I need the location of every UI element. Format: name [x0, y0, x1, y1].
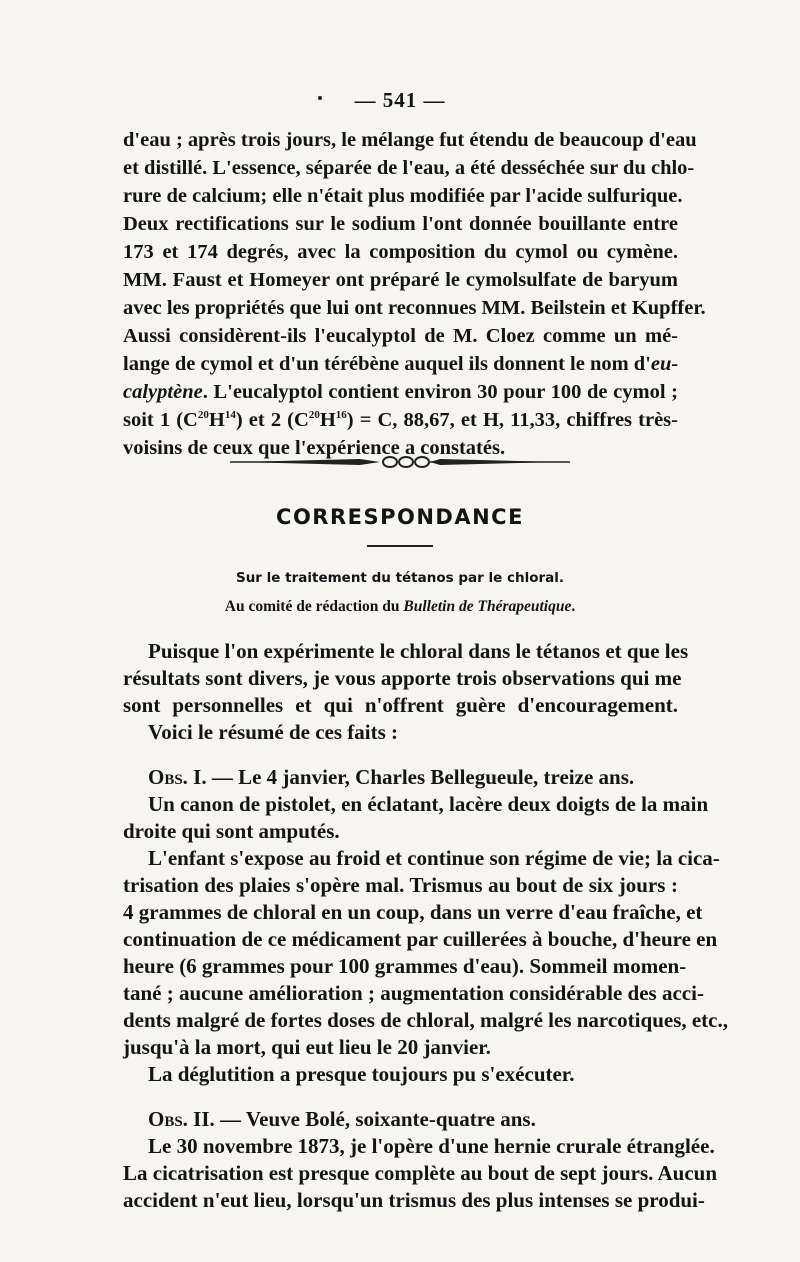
ornament-divider: [230, 452, 570, 472]
formula-line: soit 1 $(C^{20}H^{14})$ et 2 $(C^{20}H^{16}) = C$, 88,67, et H, 11,33, chiffres très-: [123, 409, 678, 431]
text-line: continuation de ce médicament par cuillerées à bouche, d'heure en: [123, 927, 718, 951]
text-line: La cicatrisation est presque complète au bout de sept jours. Aucun: [123, 1161, 718, 1185]
text-line: lange de cymol et d'un térébène auquel ils donnent le nom d'eu-: [123, 353, 679, 375]
text-line: sont personnelles et qui n'offrent guère d'encouragement.: [123, 693, 678, 717]
text-line: L'enfant s'expose au froid et continue son régime de vie; la cica-: [148, 846, 720, 870]
text-line: résultats sont divers, je vous apporte trois observations qui me: [123, 666, 682, 690]
paragraph-eucalyptol: [123, 126, 706, 462]
observation-heading: Obs. I. — Le 4 janvier, Charles Bellegueule, treize ans.: [148, 765, 635, 789]
text-line: dents malgré de fortes doses de chloral, malgré les narcotiques, etc.,: [123, 1008, 729, 1032]
section-title: CORRESPONDANCE: [276, 505, 524, 529]
observation-heading: Obs. II. — Veuve Bolé, soixante-quatre ans.: [148, 1107, 536, 1131]
text-line: droite qui sont amputés.: [123, 819, 340, 843]
page-number: — 541 —: [354, 88, 446, 112]
text-line: rure de calcium; elle n'était plus modifiée par l'acide sulfurique.: [123, 185, 683, 207]
dedication: Au comité de rédaction du Bulletin de Thérapeutique.: [224, 598, 576, 615]
text-line: accident n'eut lieu, lorsqu'un trismus des plus intenses se produi-: [123, 1188, 705, 1212]
text-line: Un canon de pistolet, en éclatant, lacère deux doigts de la main: [148, 792, 709, 816]
text-line: tané ; aucune amélioration ; augmentation considérable des acci-: [123, 981, 704, 1005]
text-line: Voici le résumé de ces faits :: [148, 720, 398, 744]
text-line: heure (6 grammes pour 100 grammes d'eau). Sommeil momen-: [123, 954, 687, 978]
text-line: 4 grammes de chloral en un coup, dans un verre d'eau fraîche, et: [123, 900, 703, 924]
text-line: jusqu'à la mort, qui eut lieu le 20 janvier.: [123, 1035, 491, 1059]
text-line: trisation des plaies s'opère mal. Trismus au bout de six jours :: [123, 873, 678, 897]
text-line: 173 et 174 degrés, avec la composition du cymol ou cymène.: [123, 241, 678, 263]
section-subtitle: Sur le traitement du tétanos par le chloral.: [235, 570, 565, 586]
text-line: calyptène. L'eucalyptol contient environ 30 pour 100 de cymol ;: [123, 381, 678, 403]
text-line: voisins de ceux que l'expérience a constatés.: [123, 437, 506, 459]
text-line: La déglutition a presque toujours pu s'exécuter.: [148, 1062, 575, 1086]
text-line: et distillé. L'essence, séparée de l'eau, a été desséchée sur du chlo-: [123, 157, 695, 179]
letter-body: [123, 638, 729, 1214]
text-line: Le 30 novembre 1873, je l'opère d'une hernie crurale étranglée.: [148, 1134, 715, 1158]
text-line: MM. Faust et Homeyer ont préparé le cymolsulfate de baryum: [123, 269, 678, 291]
text-line: avec les propriétés que lui ont reconnues MM. Beilstein et Kupffer.: [123, 297, 706, 319]
text-line: Aussi considèrent-ils l'eucalyptol de M. Cloez comme un mé-: [123, 325, 678, 347]
text-line: Puisque l'on expérimente le chloral dans le tétanos et que les: [148, 639, 689, 663]
text-line: Deux rectifications sur le sodium l'ont donnée bouillante entre: [123, 213, 678, 235]
text-line: d'eau ; après trois jours, le mélange fut étendu de beaucoup d'eau: [123, 129, 697, 151]
title-rule: [367, 545, 433, 547]
